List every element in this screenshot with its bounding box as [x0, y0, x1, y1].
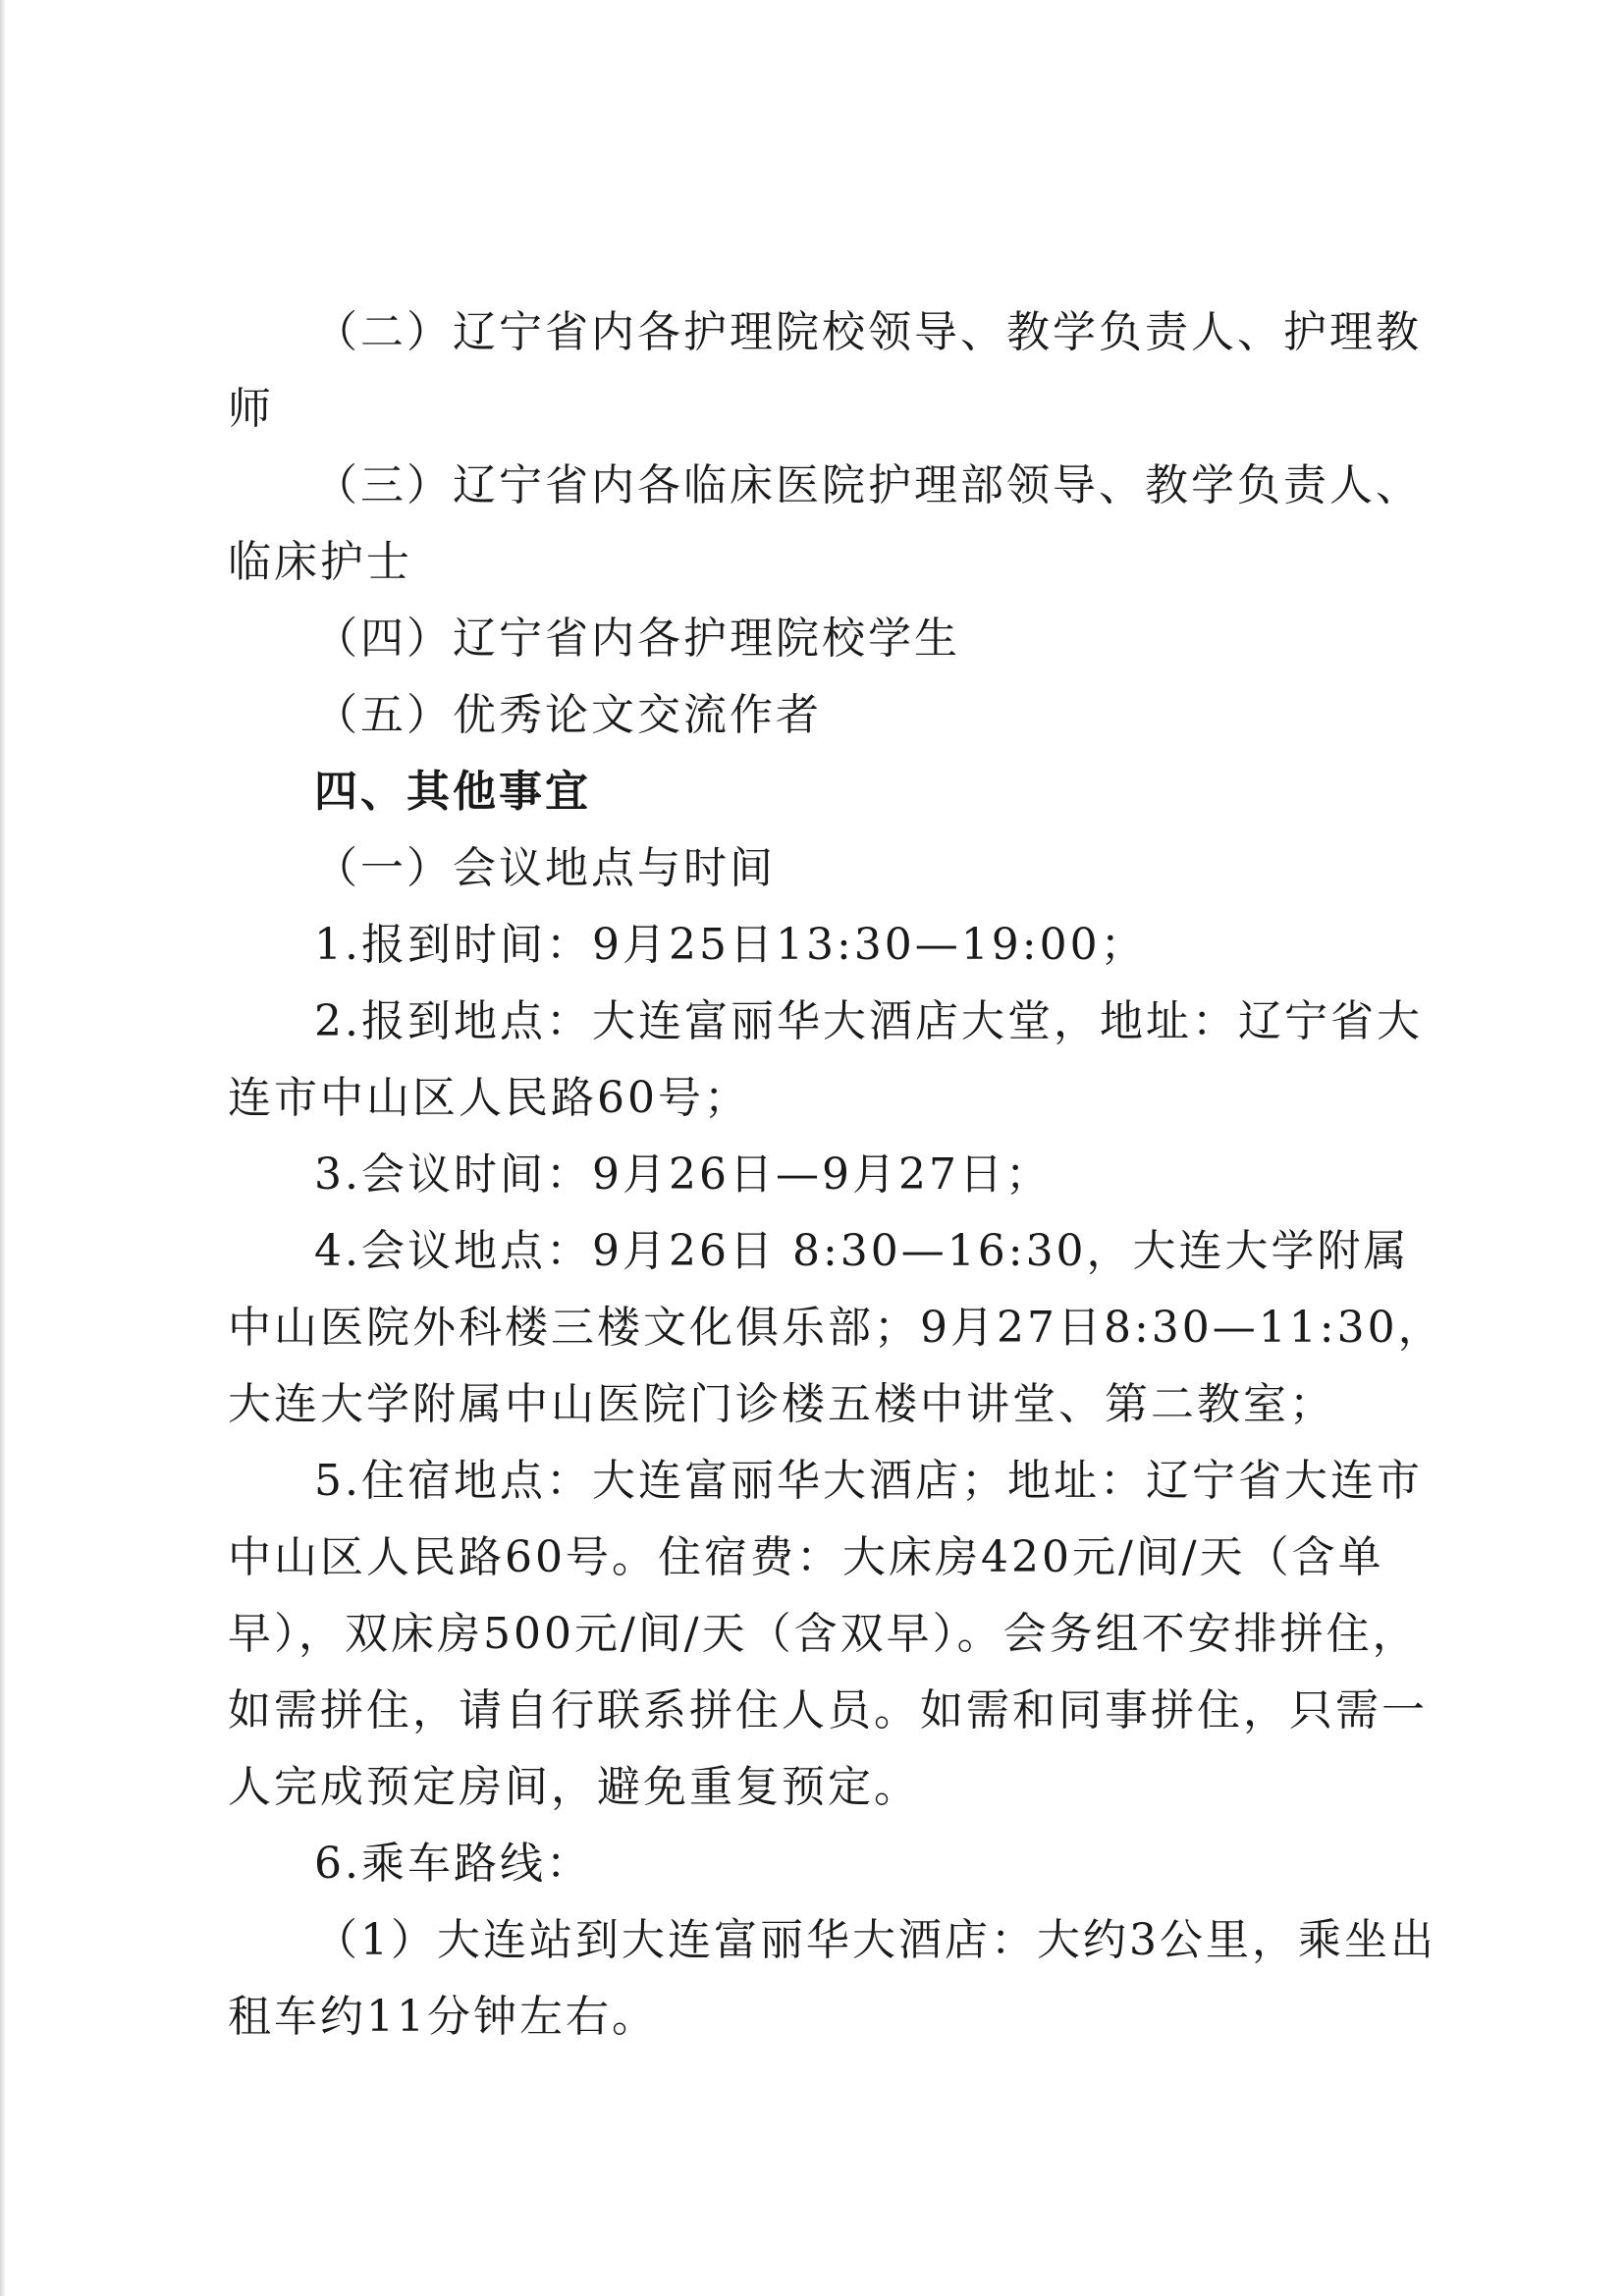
route-dalian-station: （1）大连站到大连富丽华大酒店：大约3公里，乘坐出租车约11分钟左右。 [228, 1915, 1436, 2042]
meeting-time: 3.会议时间：9月26日—9月27日； [314, 1149, 1052, 1200]
item-three-clinical-hospitals: （三）辽宁省内各临床医院护理部领导、教学负责人、临床护士 [228, 460, 1422, 587]
item-two-nursing-schools: （二）辽宁省内各护理院校领导、教学负责人、护理教师 [228, 307, 1422, 434]
item-five-paper-authors: （五）优秀论文交流作者 [314, 690, 822, 740]
meeting-location: 4.会议地点：9月26日 8:30—16:30，大连大学附属中山医院外科楼三楼文化俱乐部；9月27日8:30—11:30，大连大学附属中山医院门诊楼五楼中讲堂、第二教室； [228, 1226, 1444, 1429]
check-in-time: 1.报到时间：9月25日13:30—19:00； [314, 920, 1147, 970]
accommodation: 5.住宿地点：大连富丽华大酒店；地址：辽宁省大连市中山区人民路60号。住宿费：大床房420元/间/天（含单早），双床房500元/间/天（含双早）。会务组不安排拼住，如需拼住，请自行联系拼住人员。如需和同事拼住，只需一人完成预定房间，避免重复预定。 [228, 1456, 1428, 1812]
document-page [228, 294, 1445, 2056]
transport-routes: 6.乘车路线： [314, 1839, 592, 1889]
item-four-students: （四）辽宁省内各护理院校学生 [314, 614, 960, 664]
section-heading-other-matters: 四、其他事宜 [314, 767, 591, 817]
check-in-location: 2.报到地点：大连富丽华大酒店大堂，地址：辽宁省大连市中山区人民路60号； [228, 996, 1423, 1123]
subheading-venue-and-time: （一）会议地点与时间 [314, 843, 776, 893]
scan-edge [0, 0, 6, 2296]
